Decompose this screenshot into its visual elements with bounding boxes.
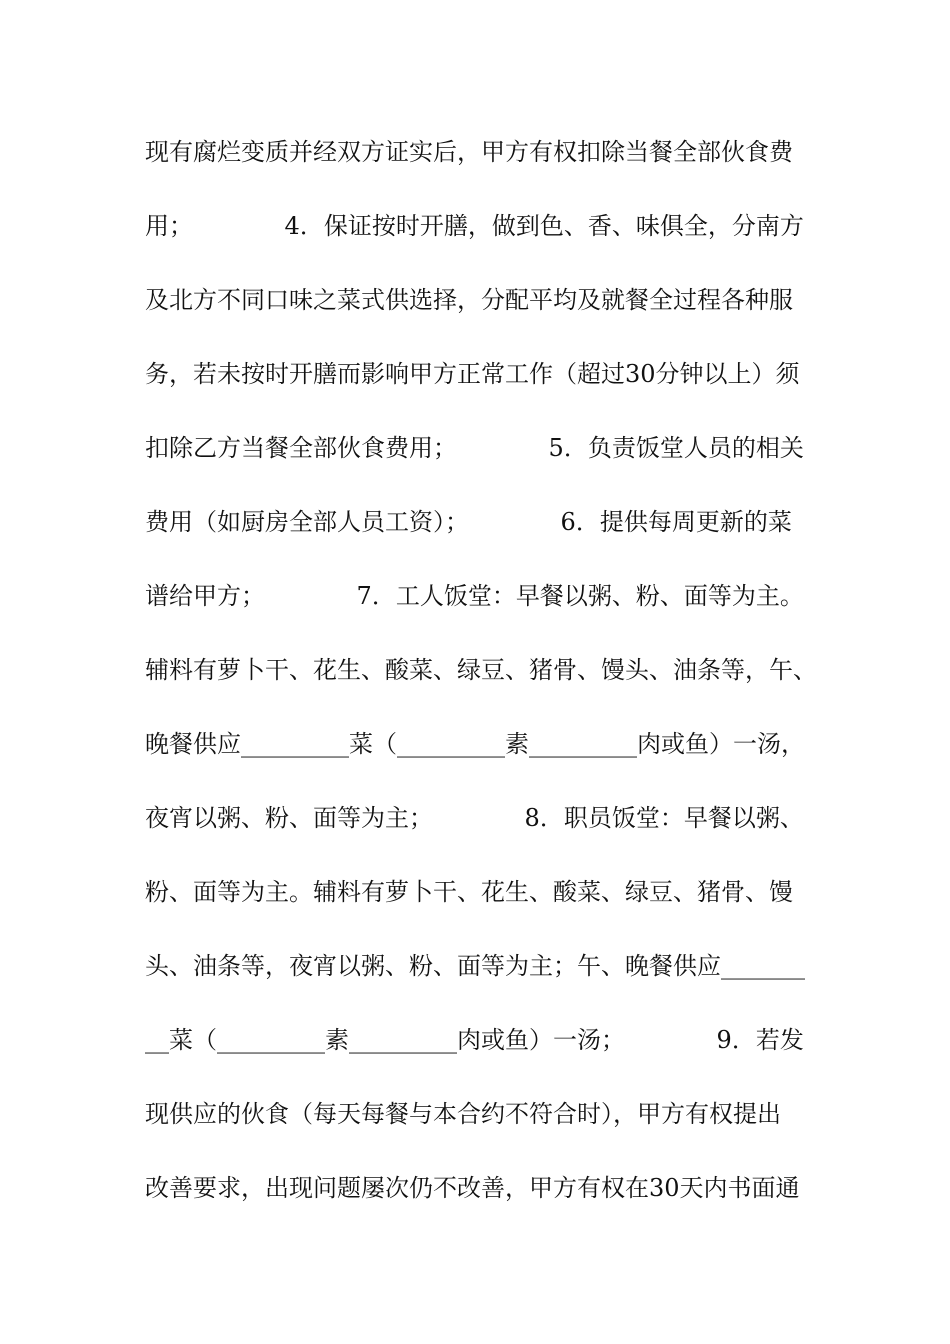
text-line: 务，若未按时开膳而影响甲方正常工作（超过30分钟以上）须 [145, 360, 800, 388]
text-line: 谱给甲方； 7．工人饭堂：早餐以粥、粉、面等为主。 [145, 582, 804, 610]
text-line: 晚餐供应_________菜（_________素_________肉或鱼）一汤， [145, 730, 805, 758]
text-line: 扣除乙方当餐全部伙食费用； 5．负责饭堂人员的相关 [145, 434, 804, 462]
text-line: 粉、面等为主。辅料有萝卜干、花生、酸菜、绿豆、猪骨、馒 [145, 878, 793, 906]
text-line: 改善要求，出现问题屡次仍不改善，甲方有权在30天内书面通 [145, 1174, 800, 1202]
contract-text [145, 130, 825, 1240]
text-line: 及北方不同口味之菜式供选择，分配平均及就餐全过程各种服 [145, 286, 793, 314]
text-line: 现有腐烂变质并经双方证实后，甲方有权扣除当餐全部伙食费 [145, 138, 793, 166]
text-line: 用； 4．保证按时开膳，做到色、香、味俱全，分南方 [145, 212, 804, 240]
text-line: 现供应的伙食（每天每餐与本合约不符合时），甲方有权提出 [145, 1100, 781, 1128]
text-line: 头、油条等，夜宵以粥、粉、面等为主；午、晚餐供应_______ [145, 952, 805, 980]
text-line: 辅料有萝卜干、花生、酸菜、绿豆、猪骨、馒头、油条等，午、 [145, 656, 817, 684]
text-line: 费用（如厨房全部人员工资）； 6．提供每周更新的菜 [145, 508, 792, 536]
text-line: 夜宵以粥、粉、面等为主； 8．职员饭堂：早餐以粥、 [145, 804, 804, 832]
text-line: __菜（_________素_________肉或鱼）一汤； 9．若发 [145, 1026, 804, 1054]
